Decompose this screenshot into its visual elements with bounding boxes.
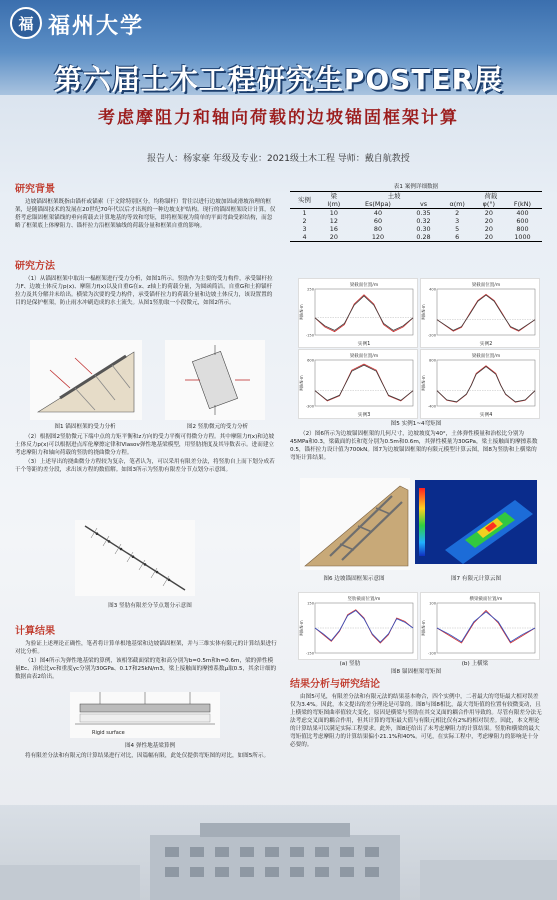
conclusion-section: [290, 678, 542, 750]
chart-ylabel: M/kN·m: [299, 375, 304, 391]
chart-series-line: [437, 366, 535, 402]
chart-series-line: [437, 295, 535, 330]
chart-subtitle: 实例4: [479, 413, 493, 418]
table-cell: 60: [373, 217, 383, 225]
table-cell: 0.28: [416, 233, 431, 241]
table1-header: vs: [419, 200, 428, 208]
fig8a-label: (a) 竖肋: [339, 661, 361, 667]
table-cell: 0.32: [416, 217, 431, 225]
table1-header: Es(Mpa): [365, 200, 391, 208]
table-cell: 80: [373, 225, 383, 233]
method-section: [15, 260, 277, 308]
chart-ylabel: M/kN·m: [299, 304, 304, 320]
background-text: 边坡锚固框架既指由锚杆或锚索（于文除特别区分，均称锚杆）背往以进行边坡加固或滑坡治理的框架，是随锚固技术的发展在20世纪70年代以后才出现的一种边坡支护结构。现行的锚固框架设计计算，仅搭考虑锚固框架锚线的垂向荷载去计算地基的等效和弯矩，即将框架视为简单的平面弯曲受彩结构，而忽略了框架底上体摩阻力、锚杆拉力沿框架轴线的荷载分量和框架自重的影响。: [15, 199, 276, 229]
chart-series-line: [315, 610, 413, 643]
fig4-rigid-surface-label: Rigid surface: [92, 730, 125, 736]
chart-series-line: [437, 611, 535, 644]
chart-tick-label: 250: [307, 287, 314, 292]
method-heading: 研究方法: [15, 261, 55, 272]
conclusion-heading: 结果分析与研究结论: [290, 679, 380, 690]
table-cell: 400: [516, 209, 529, 217]
chart-tick-label: -300: [305, 404, 314, 409]
table1-header: φ(°): [482, 200, 496, 208]
fig1-frame-force-diagram: [30, 340, 142, 420]
chart-tick-label: -150: [305, 651, 314, 656]
university-logo: 福: [10, 7, 42, 39]
moment-chart-svg: [299, 593, 417, 659]
calc-section: [15, 625, 277, 682]
chart-series-line: [315, 295, 413, 332]
chart-ylabel: M/kN·m: [421, 304, 426, 320]
table-cell: 20: [484, 217, 493, 225]
table-cell: 0.30: [416, 225, 431, 233]
fig7-caption: 图7 有限元计算云图: [450, 576, 502, 582]
table1-header: α(m): [449, 200, 465, 208]
table1: [290, 191, 542, 242]
moment-chart-svg: [421, 279, 539, 347]
table-row: [290, 225, 542, 233]
table-cell: 5: [455, 225, 460, 233]
background-heading: 研究背景: [15, 184, 55, 195]
chart-tick-label: 150: [307, 601, 314, 606]
event-title: 第六届土木工程研究生POSTER展: [53, 63, 504, 96]
chart-series-line: [315, 365, 413, 400]
fig6-slope-frame-diagram: [300, 478, 410, 570]
table-cell: 2: [302, 217, 307, 225]
table-cell: 20: [484, 225, 493, 233]
chart-tick-label: 100: [429, 601, 436, 606]
campus-building-photo: [0, 805, 557, 900]
chart-series-line: [437, 294, 535, 331]
fig6-caption: 图6 边坡锚固框架示意图: [323, 576, 385, 582]
table-cell: 2: [455, 209, 460, 217]
conclusion-text: 由图5可见，有限差分法和有限元法的结果基本吻合，四个实例中，二者最大的弯矩最大相对误差仅为3.4%。因此，本文提出的差分理论是可靠的。图8与图8相比，最大弯矩值的位置有较微变动，且上横梁的弯矩图曲率值较大变化，原因是横梁与竖肋在其交叉面的耦合作用导致的。尽管有限差分法无法考虑交叉面的耦合作用，但其计算的弯矩最大值与有限元相比仅有2%的相对误差。因此，本文理论的计算结果可以满足实际工程要求。此外，图8还给出了未考虑摩阻力的计算结果。竖肋和横梁的最大弯矩值比考虑摩阻力的计算结果偏小21.1%和40%。可见，在实际工程中，考虑摩阻力的影响是十分必要的。: [290, 694, 542, 748]
fig2-element-diagram: [165, 340, 265, 420]
chart-series-line: [315, 364, 413, 401]
chart-frame: [437, 289, 535, 335]
chart-tick-label: 400: [429, 287, 436, 292]
fig7-fem-contour: [415, 480, 537, 564]
chart-subtitle: 实例1: [357, 342, 371, 347]
table-row: [290, 209, 542, 218]
chart-tick-label: -200: [427, 333, 436, 338]
poster-title: 考虑摩阻力和轴向荷载的边坡锚固框架计算: [98, 108, 459, 128]
chart-title: 竖肋截面位置/m: [347, 597, 381, 602]
chart-tick-label: 800: [429, 358, 436, 363]
right-p1: （2）图6所示为边坡锚固框架的几何尺寸，边坡坡度为40°，土体弹性模量和治松比分别为45MPa和0.3，梁截面的长和宽分别为0.5m和0.6m，其弹性模量为30GPa，梁土接触面的摩擦系数0.5，锚杆拉力设计值为700kN。图7为边坡锚固框架的有限元模型计算云图，图8为竖肋和上横梁的弯矩计算结果。: [290, 431, 538, 461]
method-p3: （3）上述导出的挠曲微分方程较为复杂，笔者认为，可以采用有限差分法，将竖肋自上而下划分成若干个等距的差分段，求出该方程的数值解。如图3所示为竖肋有限差分节点划分示意图。: [15, 459, 275, 473]
table-cell: 1: [302, 209, 307, 217]
background-section: [15, 183, 277, 231]
moment-chart-svg: [421, 350, 539, 418]
building-illustration: [0, 805, 557, 900]
table-cell: 4: [302, 233, 307, 241]
table-cell: 12: [329, 217, 338, 225]
moment-chart: [298, 592, 418, 660]
method-p2: （2）根据图2竖肋微元下端中点的力矩平衡和z方向的受力平衡可得微分方程。其中摩阻力f(x)和边坡土体反力p(x)可以根据进点库伦摩擦定律和Vlasov弹性地基梁模型，用竖肋挠度及其导数表示。进而建立考虑摩阻力和轴向荷载的竖肋的挠曲微分方程。: [15, 434, 275, 456]
author-line: 报告人：杨家豪 年级及专业：2021级土木工程 导师：戴自航教授: [147, 154, 410, 164]
chart-title: 梁截面位置/m: [349, 354, 379, 359]
table1-body: [290, 209, 542, 242]
table1-group-beam: 梁: [330, 192, 338, 200]
fig4-caption: 图4 弹性地基梁算例: [124, 743, 176, 749]
table1-group-load: 荷载: [484, 192, 498, 200]
table-cell: 3: [302, 225, 307, 233]
calc-p2: （1）图4所示为弹性地基梁的算例，该相邻截面梁的宽和高分别为b=0.5m和h=0.6m，梁的弹性模量Ec、治松比vc和重度γc分别为30GPa、0.17和25kN/m3，梁上接触面的摩擦系数μ取0.5，其余计细的数据由表2给出。: [15, 658, 277, 680]
table1-header-case: 实例: [298, 196, 311, 204]
fig5-caption: 图5 实例1~4弯矩图: [390, 421, 442, 427]
chart-tick-label: -100: [427, 651, 436, 656]
fig8b-label: (b) 上横梁: [461, 661, 489, 667]
calc-heading: 计算结果: [15, 626, 55, 637]
moment-chart: [420, 349, 540, 419]
chart-series-line: [315, 611, 413, 643]
table-cell: 10: [329, 209, 338, 217]
table-cell: 800: [516, 225, 529, 233]
chart-title: 横梁截面位置/m: [469, 597, 503, 602]
table1-panel: [290, 183, 542, 242]
chart-title: 梁截面位置/m: [471, 354, 501, 359]
moment-chart: [420, 278, 540, 348]
table-cell: 6: [455, 233, 460, 241]
chart-tick-label: -400: [427, 404, 436, 409]
table1-caption: 表1 案例详细数据: [393, 184, 439, 190]
table-row: [290, 217, 542, 225]
fig2-caption: 图2 竖肋微元的受力分析: [186, 424, 249, 430]
chart-tick-label: -150: [305, 333, 314, 338]
table-cell: 600: [516, 217, 529, 225]
university-name: 福州大学: [48, 13, 145, 39]
table1-header: F(kN): [513, 200, 532, 208]
method-p1: （1）从锚固框架中取出一榀框架进行受力分析，如图1所示。竖肋作为主要的受力构件，承受锚杆拉力F、边坡土体反力p(x)、摩阻力f(x)以及自重G在x、z轴上的荷载分量，为圆函简洁，自重G和土抑锚杆拉力及其分解并未给出。横梁为次要的受力构件，承受锚杆拉力的荷载分量和边坡土体反力，该设置置的目的是保护框架，防止雨水冲刷造成的水土流失。从图1竖肋取一小段微元，如图2所示。: [15, 276, 273, 306]
table-cell: 20: [329, 233, 338, 241]
table-cell: 1000: [514, 233, 531, 241]
fig3-finite-difference-nodes: [75, 520, 195, 596]
method-p2-block: [15, 433, 277, 475]
moment-chart-svg: [299, 350, 417, 418]
table1-header: l(m): [327, 200, 341, 208]
calc-p3-block: [15, 752, 277, 761]
table-cell: 20: [484, 209, 493, 217]
table1-group-soil: 土坡: [387, 192, 401, 200]
calc-p3: 将有限差分法和有限元的计算结果进行对比，因篇幅有限，此处仅提供弯矩图的对比，如图5所示。: [25, 753, 270, 759]
chart-series-line: [315, 296, 413, 331]
chart-title: 梁截面位置/m: [471, 283, 501, 288]
chart-series-line: [437, 367, 535, 402]
table-row: [290, 233, 542, 242]
table-cell: 40: [373, 209, 383, 217]
chart-ylabel: M/kN·m: [421, 620, 426, 636]
fig8-caption: 图8 锚固框架弯矩图: [390, 669, 442, 675]
fig1-caption: 图1 锚固框架的受力分析: [54, 424, 116, 430]
chart-subtitle: 实例2: [479, 342, 493, 347]
chart-title: 梁截面位置/m: [349, 283, 379, 288]
moment-chart-svg: [421, 593, 539, 659]
chart-ylabel: M/kN·m: [299, 620, 304, 636]
fig3-caption: 图3 竖肋有限差分节点划分示意图: [108, 603, 192, 609]
table-cell: 20: [484, 233, 493, 241]
table-cell: 120: [371, 233, 385, 241]
fig4-elastic-beam-diagram: [70, 692, 220, 738]
moment-chart: [298, 349, 418, 419]
calc-p1: 为验证上述理论正确性，笔者将计算单根地基梁和边坡锚固框架，并与三维实体有限元的计算结果进行对比分析。: [15, 641, 277, 655]
chart-tick-label: 600: [307, 358, 314, 363]
table-cell: 0.35: [416, 209, 431, 217]
moment-chart: [298, 278, 418, 348]
right-p1-block: [290, 430, 542, 463]
table-cell: 3: [455, 217, 460, 225]
moment-chart-svg: [299, 279, 417, 347]
chart-subtitle: 实例3: [357, 413, 371, 418]
moment-chart: [420, 592, 540, 660]
table-cell: 16: [329, 225, 338, 233]
chart-ylabel: M/kN·m: [421, 375, 426, 391]
